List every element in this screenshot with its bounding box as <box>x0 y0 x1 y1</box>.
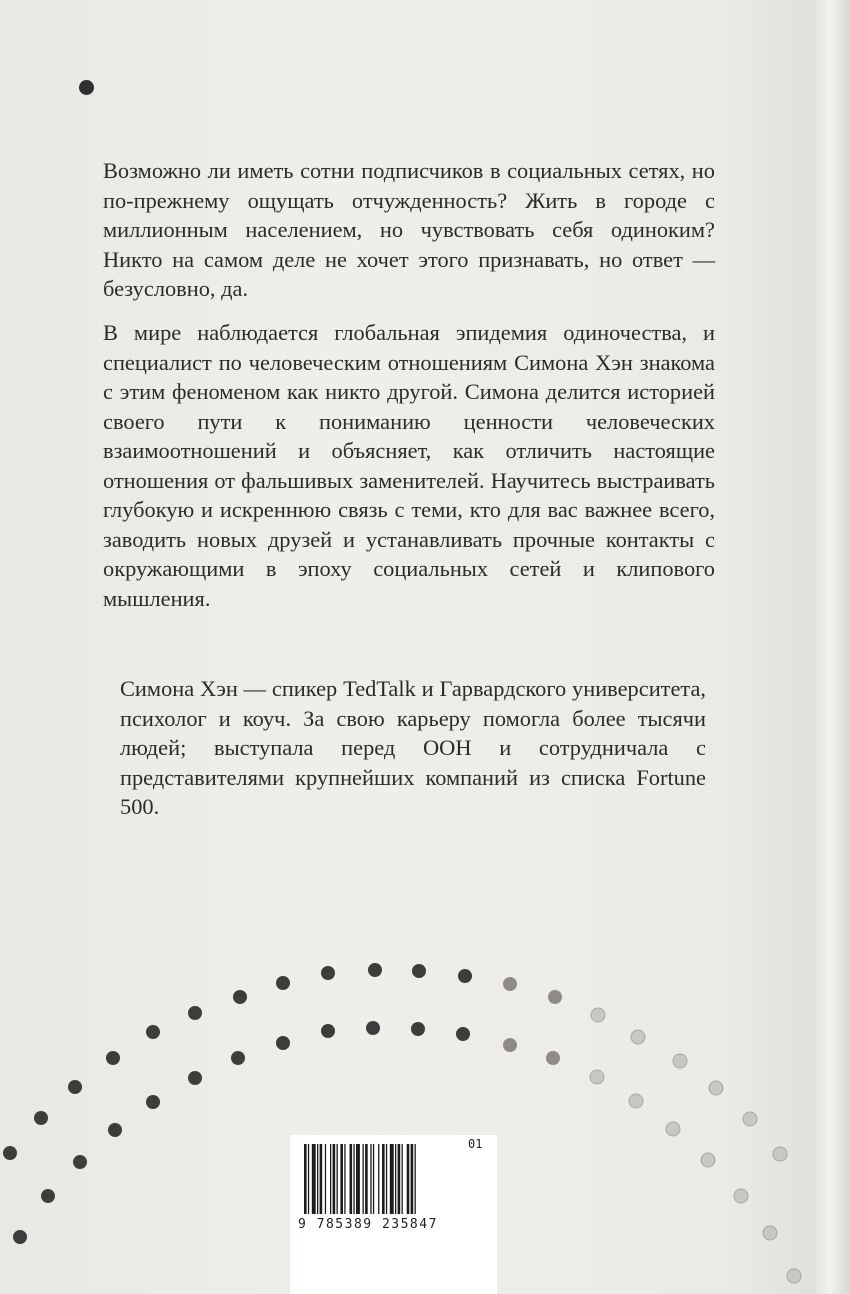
barcode-bar <box>370 1144 371 1214</box>
barcode-bar <box>350 1144 353 1214</box>
barcode-addon-digits: 01 <box>468 1137 483 1151</box>
ornament-dot <box>68 1080 82 1094</box>
ornament-dot <box>503 977 517 991</box>
ornament-dot <box>34 1111 48 1125</box>
barcode-bar <box>304 1144 307 1214</box>
ornament-dot <box>701 1153 715 1167</box>
ornament-dot <box>106 1051 120 1065</box>
ornament-dot <box>188 1071 202 1085</box>
ornament-dot <box>773 1147 787 1161</box>
barcode-bar <box>363 1144 364 1214</box>
barcode-bar <box>390 1144 394 1214</box>
barcode-bar <box>402 1144 403 1214</box>
ornament-dot <box>743 1112 757 1126</box>
barcode-bar <box>312 1144 316 1214</box>
ornament-dot <box>709 1081 723 1095</box>
ornament-dot <box>673 1054 687 1068</box>
ornament-dot <box>763 1226 777 1240</box>
barcode <box>290 1135 497 1294</box>
ornament-dot <box>321 1024 335 1038</box>
ornament-dot <box>73 1155 87 1169</box>
barcode-bar <box>382 1144 385 1214</box>
ornament-dot <box>591 1008 605 1022</box>
ornament-dot <box>458 969 472 983</box>
ornament-dot <box>108 1123 122 1137</box>
ornament-dot <box>546 1051 560 1065</box>
barcode-bar <box>317 1144 318 1214</box>
barcode-bar <box>353 1144 354 1214</box>
description-paragraph-1: Возможно ли иметь сотни подписчиков в социальных сетях, но по-прежнему ощущать отчужденность? Жить в городе с миллионным населением, но чувствовать себя одиноким? Никто на самом деле не хочет этого признавать, но ответ — безусловно, да. <box>103 158 715 301</box>
barcode-bar <box>333 1144 336 1214</box>
ornament-dot <box>3 1146 17 1160</box>
description-paragraph-2: В мире наблюдается глобальная эпидемия одиночества, и специалист по человеческим отношениям Симона Хэн знакома с этим феноменом как никто другой. Симона делится историей своего пути к пониманию ценности человеческих взаимоотношений и объясняет, как отличить настоящие отношения от фальшивых заменителей. Научитесь выстраивать глубокую и искреннюю связь с теми, кто для вас важнее всего, заводить новых друзей и устанавливать прочные контакты с окружающими в эпоху социальных сетей и клипового мышления. <box>103 320 715 611</box>
ornament-dot <box>631 1030 645 1044</box>
ornament-dot <box>188 1006 202 1020</box>
barcode-bar <box>398 1144 401 1214</box>
barcode-bar <box>386 1144 387 1214</box>
ornament-dot <box>590 1070 604 1084</box>
barcode-bar <box>395 1144 396 1214</box>
barcode-bar <box>378 1144 379 1214</box>
ornament-dot <box>548 990 562 1004</box>
ornament-dot <box>456 1027 470 1041</box>
ornament-dot <box>41 1189 55 1203</box>
ornament-dot <box>366 1021 380 1035</box>
author-bio: Симона Хэн — спикер TedTalk и Гарвардского университета, психолог и коуч. За свою карьеру помогла более тысячи людей; выступала перед ООН и сотрудничала с представителями крупнейших компаний из списка Fortune 500. <box>120 676 706 819</box>
ornament-dot <box>412 964 426 978</box>
barcode-bar <box>411 1144 414 1214</box>
ornament-dot <box>276 1036 290 1050</box>
ornament-dot <box>503 1038 517 1052</box>
barcode-isbn-digits: 9 785389 235847 <box>298 1217 438 1232</box>
ornament-dot <box>13 1230 27 1244</box>
barcode-bar <box>356 1144 360 1214</box>
ornament-dot <box>368 963 382 977</box>
ornament-dot <box>276 976 290 990</box>
barcode-bar <box>330 1144 331 1214</box>
ornament-dot <box>411 1022 425 1036</box>
barcode-bar <box>308 1144 309 1214</box>
barcode-bar <box>320 1144 323 1214</box>
barcode-bar <box>340 1144 343 1214</box>
ornament-dot <box>146 1025 160 1039</box>
barcode-bar <box>337 1144 338 1214</box>
barcode-bar <box>407 1144 410 1214</box>
ornament-dot <box>629 1094 643 1108</box>
ornament-dot <box>321 966 335 980</box>
ornament-dot <box>231 1051 245 1065</box>
barcode-bar <box>325 1144 326 1214</box>
barcode-bar <box>344 1144 345 1214</box>
barcode-bars <box>304 1144 464 1216</box>
barcode-bar <box>415 1144 416 1214</box>
barcode-bar <box>373 1144 374 1214</box>
ornament-dot <box>146 1095 160 1109</box>
ornament-dot <box>233 990 247 1004</box>
ornament-dot <box>787 1269 801 1283</box>
ornament-dot <box>734 1189 748 1203</box>
barcode-bar <box>365 1144 368 1214</box>
ornament-dot <box>666 1122 680 1136</box>
